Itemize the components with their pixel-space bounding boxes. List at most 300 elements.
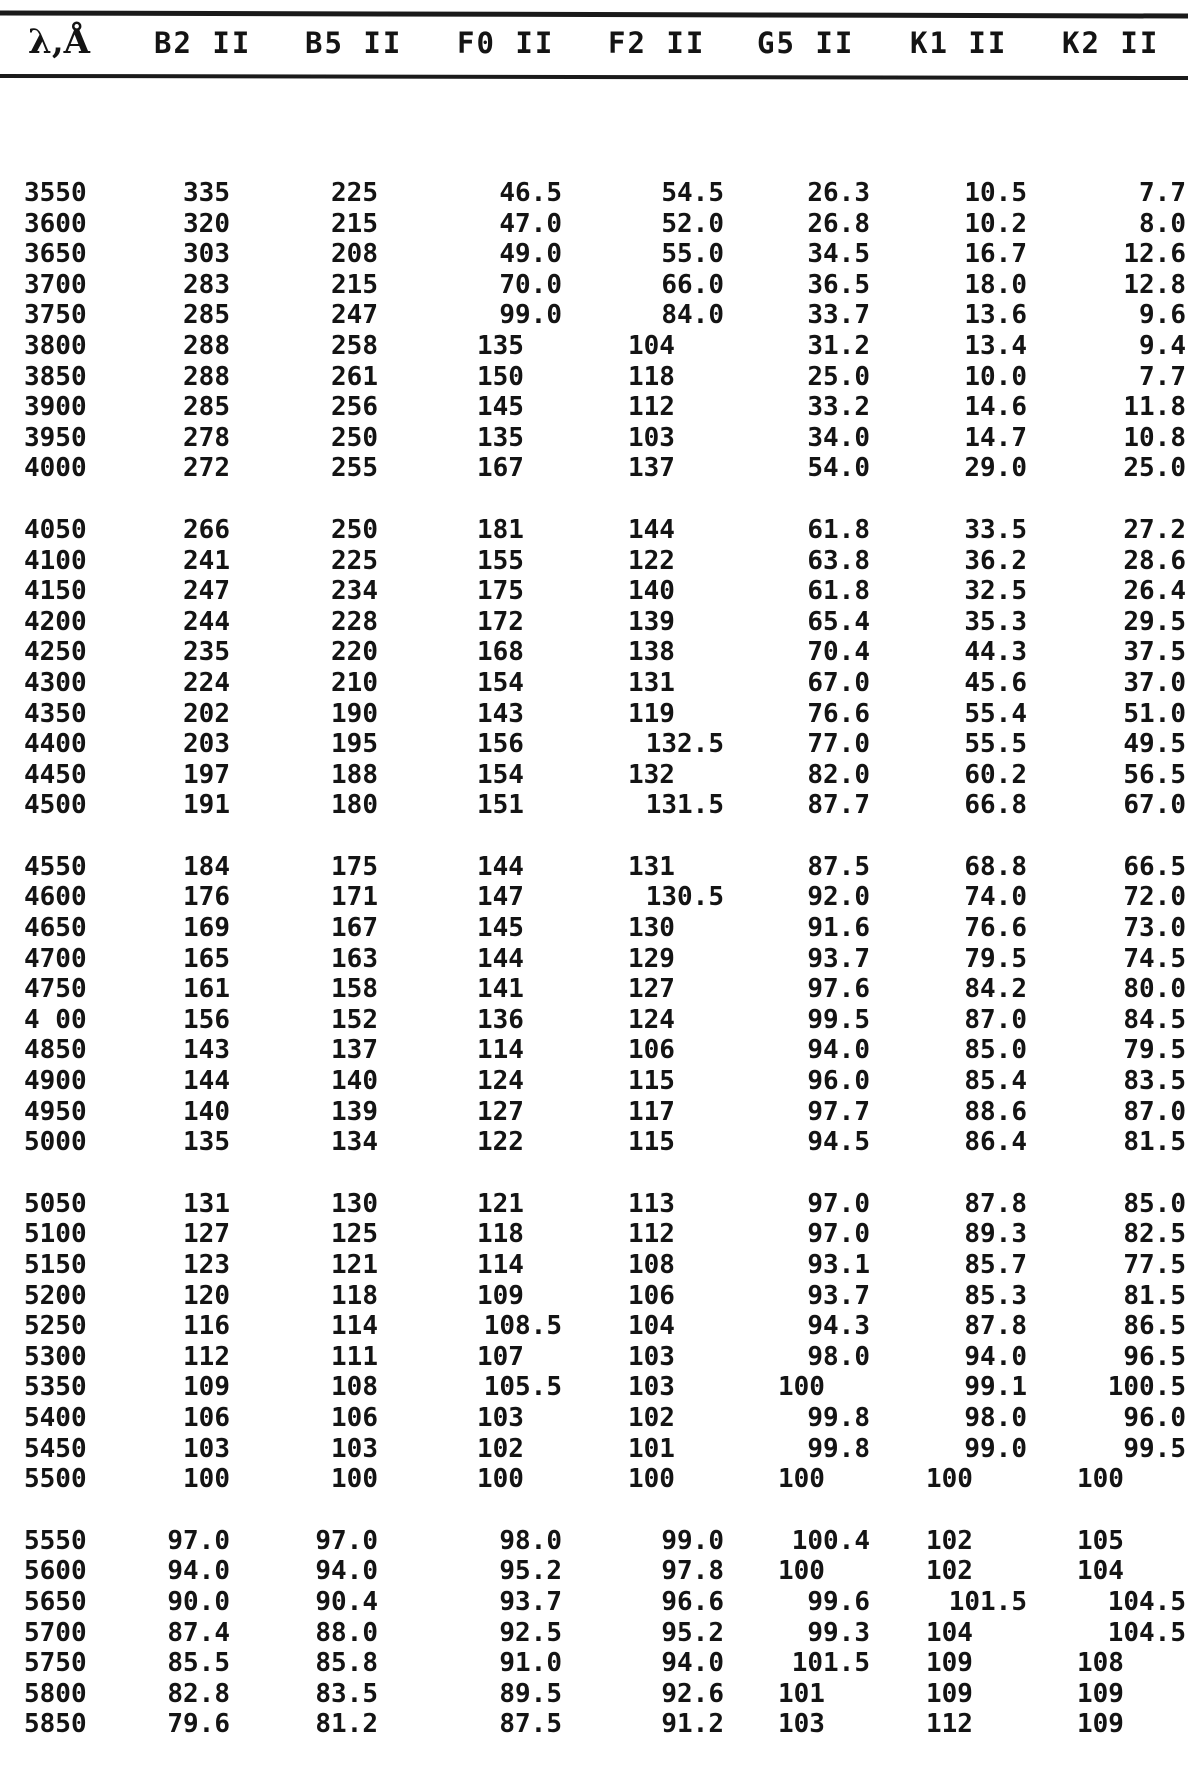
- cell-f2: 91.2: [661, 1709, 724, 1740]
- table-row: [0, 974, 1200, 1005]
- cell-g5: 77.0: [807, 729, 870, 760]
- table-row: [0, 1526, 1200, 1557]
- cell-g5: 36.5: [807, 269, 870, 300]
- cell-f0: 91.0: [499, 1648, 562, 1679]
- cell-f2: 106: [628, 1280, 675, 1311]
- cell-f0: 98.0: [499, 1525, 562, 1556]
- table-row: [0, 453, 1200, 484]
- cell-k2: 56.5: [1123, 759, 1186, 790]
- cell-k2: 73.0: [1123, 913, 1186, 944]
- table-row: [0, 882, 1200, 913]
- cell-b2: 82.8: [167, 1678, 230, 1709]
- cell-k1: 14.7: [964, 422, 1027, 453]
- cell-g5: 99.8: [807, 1402, 870, 1433]
- cell-f2: 66.0: [661, 269, 724, 300]
- table-row: [0, 209, 1200, 240]
- cell-f2: 118: [628, 361, 675, 392]
- cell-b2: 320: [183, 208, 230, 239]
- table-row: [0, 1556, 1200, 1587]
- cell-k1: 29.0: [964, 453, 1027, 484]
- cell-k2: 74.5: [1123, 943, 1186, 974]
- cell-b5: 256: [331, 392, 378, 423]
- cell-k1: 32.5: [964, 576, 1027, 607]
- cell-b2: 100: [183, 1464, 230, 1495]
- cell-wavelength: 4250: [24, 637, 87, 668]
- cell-f0: 92.5: [499, 1617, 562, 1648]
- cell-k1: 36.2: [964, 545, 1027, 576]
- cell-b5: 134: [331, 1127, 378, 1158]
- cell-wavelength: 5600: [24, 1556, 87, 1587]
- cell-g5: 26.3: [807, 178, 870, 208]
- cell-b5: 111: [331, 1341, 378, 1372]
- cell-f2: 108: [628, 1250, 675, 1280]
- cell-g5: 94.5: [807, 1127, 870, 1158]
- cell-b2: 203: [183, 729, 230, 760]
- cell-f2: 99.0: [661, 1525, 724, 1556]
- cell-g5: 91.6: [807, 913, 870, 944]
- table-row: [0, 1311, 1200, 1342]
- cell-g5: 99.3: [807, 1617, 870, 1648]
- cell-b5: 190: [331, 698, 378, 729]
- cell-b2: 303: [183, 239, 230, 270]
- header-wavelength: λ,Å: [28, 22, 91, 62]
- cell-k2: 7.7: [1139, 361, 1186, 392]
- cell-b5: 125: [331, 1219, 378, 1250]
- cell-f2: 112: [628, 1219, 675, 1250]
- cell-f0: 122: [477, 1127, 524, 1158]
- table-row: [0, 1464, 1200, 1495]
- cell-f2: 139: [628, 606, 675, 637]
- cell-g5: 34.0: [807, 422, 870, 453]
- cell-f0: 155: [477, 545, 524, 576]
- cell-wavelength: 5550: [24, 1525, 87, 1556]
- table-body: [0, 178, 1200, 1771]
- cell-k2: 29.5: [1123, 606, 1186, 637]
- table-top-rule: [0, 10, 1188, 18]
- table-row: [0, 1648, 1200, 1679]
- cell-g5: 99.5: [807, 1004, 870, 1035]
- cell-wavelength: 5250: [24, 1311, 87, 1342]
- cell-f2: 55.0: [661, 239, 724, 270]
- table-row: [0, 362, 1200, 393]
- cell-b5: 88.0: [315, 1617, 378, 1648]
- cell-wavelength: 4500: [24, 790, 87, 821]
- cell-wavelength: 4050: [24, 514, 87, 545]
- row-group: [0, 1189, 1200, 1495]
- cell-b5: 114: [331, 1311, 378, 1342]
- cell-b2: 85.5: [167, 1648, 230, 1679]
- cell-g5: 26.8: [807, 208, 870, 239]
- cell-g5: 97.0: [807, 1188, 870, 1219]
- cell-k2: 37.0: [1123, 667, 1186, 698]
- cell-k2: 11.8: [1123, 392, 1186, 423]
- cell-f2: 129: [628, 943, 675, 974]
- cell-f2: 130: [628, 913, 675, 944]
- cell-wavelength: 5750: [24, 1648, 87, 1679]
- cell-f0: 135: [477, 330, 524, 361]
- cell-wavelength: 3700: [24, 269, 87, 300]
- cell-b5: 158: [331, 974, 378, 1005]
- cell-k2: 7.7: [1139, 178, 1186, 208]
- cell-g5: 87.5: [807, 851, 870, 882]
- cell-b2: 143: [183, 1035, 230, 1066]
- cell-g5: 63.8: [807, 545, 870, 576]
- cell-f2: 119: [628, 698, 675, 729]
- cell-f0: 102: [477, 1433, 524, 1464]
- cell-k2: 104.5: [1107, 1586, 1186, 1617]
- cell-f2: 124: [628, 1004, 675, 1035]
- cell-wavelength: 5150: [24, 1250, 87, 1280]
- cell-b2: 131: [183, 1188, 230, 1219]
- cell-b5: 195: [331, 729, 378, 760]
- cell-f2: 132: [628, 759, 675, 790]
- cell-k1: 102: [926, 1556, 973, 1587]
- cell-f0: 156: [477, 729, 524, 760]
- cell-b2: 283: [183, 269, 230, 300]
- cell-wavelength: 5000: [24, 1127, 87, 1158]
- cell-k1: 109: [926, 1648, 973, 1679]
- cell-f2: 131: [628, 851, 675, 882]
- cell-b2: 266: [183, 514, 230, 545]
- cell-k1: 85.7: [964, 1250, 1027, 1280]
- cell-f0: 168: [477, 637, 524, 668]
- cell-f0: 154: [477, 667, 524, 698]
- cell-f2: 102: [628, 1402, 675, 1433]
- cell-f0: 114: [477, 1035, 524, 1066]
- cell-wavelength: 5100: [24, 1219, 87, 1250]
- cell-f0: 175: [477, 576, 524, 607]
- cell-k1: 10.2: [964, 208, 1027, 239]
- header-b2: B2 II: [154, 26, 252, 60]
- cell-g5: 97.0: [807, 1219, 870, 1250]
- cell-wavelength: 4350: [24, 698, 87, 729]
- table-row: [0, 699, 1200, 730]
- cell-g5: 93.7: [807, 1280, 870, 1311]
- cell-k1: 84.2: [964, 974, 1027, 1005]
- cell-wavelength: 4550: [24, 851, 87, 882]
- cell-b5: 210: [331, 667, 378, 698]
- cell-b5: 118: [331, 1280, 378, 1311]
- cell-wavelength: 4300: [24, 667, 87, 698]
- cell-k1: 10.5: [964, 178, 1027, 208]
- cell-k2: 105: [1077, 1525, 1124, 1556]
- cell-k2: 81.5: [1123, 1127, 1186, 1158]
- cell-k2: 100: [1077, 1464, 1124, 1495]
- cell-f2: 127: [628, 974, 675, 1005]
- row-group: [0, 178, 1200, 484]
- cell-wavelength: 4650: [24, 913, 87, 944]
- cell-g5: 101.5: [791, 1648, 870, 1679]
- cell-b5: 94.0: [315, 1556, 378, 1587]
- table-row: [0, 423, 1200, 454]
- table-row: [0, 852, 1200, 883]
- cell-b2: 184: [183, 851, 230, 882]
- cell-f2: 95.2: [661, 1617, 724, 1648]
- cell-k1: 45.6: [964, 667, 1027, 698]
- cell-k1: 109: [926, 1678, 973, 1709]
- cell-k1: 85.3: [964, 1280, 1027, 1311]
- row-group: [0, 1526, 1200, 1740]
- cell-wavelength: 4450: [24, 759, 87, 790]
- cell-b2: 90.0: [167, 1586, 230, 1617]
- cell-wavelength: 5400: [24, 1402, 87, 1433]
- cell-k1: 87.8: [964, 1188, 1027, 1219]
- cell-g5: 94.3: [807, 1311, 870, 1342]
- cell-k1: 74.0: [964, 882, 1027, 913]
- cell-b2: 224: [183, 667, 230, 698]
- cell-k1: 99.0: [964, 1433, 1027, 1464]
- cell-wavelength: 3550: [24, 178, 87, 208]
- cell-k1: 100: [926, 1464, 973, 1495]
- cell-f2: 130.5: [645, 882, 724, 913]
- cell-k1: 66.8: [964, 790, 1027, 821]
- table-row: [0, 1679, 1200, 1710]
- header-k2: K2 II: [1062, 26, 1160, 60]
- cell-b2: 161: [183, 974, 230, 1005]
- table-row: [0, 515, 1200, 546]
- cell-g5: 100.4: [791, 1525, 870, 1556]
- cell-b5: 152: [331, 1004, 378, 1035]
- header-k1: K1 II: [910, 26, 1008, 60]
- cell-f2: 94.0: [661, 1648, 724, 1679]
- table-row: [0, 1189, 1200, 1220]
- cell-k2: 9.4: [1139, 330, 1186, 361]
- cell-f2: 84.0: [661, 300, 724, 331]
- cell-k1: 16.7: [964, 239, 1027, 270]
- cell-g5: 65.4: [807, 606, 870, 637]
- table-row: [0, 239, 1200, 270]
- table-row: [0, 1035, 1200, 1066]
- cell-wavelength: 5200: [24, 1280, 87, 1311]
- cell-k2: 66.5: [1123, 851, 1186, 882]
- cell-f2: 131.5: [645, 790, 724, 821]
- table-row: [0, 1587, 1200, 1618]
- cell-f0: 144: [477, 943, 524, 974]
- cell-b5: 90.4: [315, 1586, 378, 1617]
- cell-f2: 106: [628, 1035, 675, 1066]
- cell-b5: 255: [331, 453, 378, 484]
- cell-b5: 258: [331, 330, 378, 361]
- cell-k1: 33.5: [964, 514, 1027, 545]
- cell-k1: 55.4: [964, 698, 1027, 729]
- cell-b5: 81.2: [315, 1709, 378, 1740]
- cell-b2: 288: [183, 330, 230, 361]
- cell-b5: 215: [331, 269, 378, 300]
- cell-g5: 76.6: [807, 698, 870, 729]
- cell-b2: 285: [183, 300, 230, 331]
- cell-b2: 144: [183, 1066, 230, 1097]
- cell-wavelength: 5800: [24, 1678, 87, 1709]
- cell-f0: 147: [477, 882, 524, 913]
- cell-k1: 13.6: [964, 300, 1027, 331]
- cell-wavelength: 3800: [24, 330, 87, 361]
- cell-k1: 10.0: [964, 361, 1027, 392]
- cell-b5: 83.5: [315, 1678, 378, 1709]
- cell-b5: 108: [331, 1372, 378, 1403]
- cell-wavelength: 4 00: [24, 1004, 87, 1035]
- cell-wavelength: 5500: [24, 1464, 87, 1495]
- cell-g5: 99.6: [807, 1586, 870, 1617]
- cell-f2: 52.0: [661, 208, 724, 239]
- cell-b2: 140: [183, 1096, 230, 1127]
- cell-f0: 114: [477, 1250, 524, 1280]
- cell-b5: 188: [331, 759, 378, 790]
- cell-k2: 79.5: [1123, 1035, 1186, 1066]
- cell-b2: 109: [183, 1372, 230, 1403]
- cell-k2: 96.0: [1123, 1402, 1186, 1433]
- cell-k2: 12.8: [1123, 269, 1186, 300]
- cell-f2: 113: [628, 1188, 675, 1219]
- cell-k2: 87.0: [1123, 1096, 1186, 1127]
- cell-k1: 87.0: [964, 1004, 1027, 1035]
- cell-g5: 87.7: [807, 790, 870, 821]
- cell-wavelength: 4850: [24, 1035, 87, 1066]
- cell-f0: 181: [477, 514, 524, 545]
- cell-f0: 150: [477, 361, 524, 392]
- cell-f0: 167: [477, 453, 524, 484]
- cell-f0: 124: [477, 1066, 524, 1097]
- cell-b5: 140: [331, 1066, 378, 1097]
- cell-f2: 132.5: [645, 729, 724, 760]
- cell-b2: 288: [183, 361, 230, 392]
- cell-f0: 108.5: [483, 1311, 562, 1342]
- table-header-row: [0, 20, 1200, 70]
- cell-b5: 106: [331, 1402, 378, 1433]
- cell-k1: 14.6: [964, 392, 1027, 423]
- cell-b5: 215: [331, 208, 378, 239]
- cell-b5: 247: [331, 300, 378, 331]
- cell-b2: 94.0: [167, 1556, 230, 1587]
- cell-f0: 109: [477, 1280, 524, 1311]
- cell-f0: 49.0: [499, 239, 562, 270]
- cell-k2: 100.5: [1107, 1372, 1186, 1403]
- cell-g5: 54.0: [807, 453, 870, 484]
- cell-b2: 247: [183, 576, 230, 607]
- cell-f0: 143: [477, 698, 524, 729]
- cell-b5: 234: [331, 576, 378, 607]
- cell-f0: 70.0: [499, 269, 562, 300]
- row-group: [0, 852, 1200, 1158]
- cell-b5: 130: [331, 1188, 378, 1219]
- header-b5: B5 II: [305, 26, 403, 60]
- cell-g5: 98.0: [807, 1341, 870, 1372]
- cell-wavelength: 5300: [24, 1341, 87, 1372]
- cell-k2: 67.0: [1123, 790, 1186, 821]
- cell-b5: 220: [331, 637, 378, 668]
- cell-f0: 145: [477, 913, 524, 944]
- cell-f0: 141: [477, 974, 524, 1005]
- cell-f0: 100: [477, 1464, 524, 1495]
- header-f2: F2 II: [608, 26, 706, 60]
- cell-b2: 176: [183, 882, 230, 913]
- cell-f2: 103: [628, 1372, 675, 1403]
- cell-b5: 137: [331, 1035, 378, 1066]
- cell-k1: 85.4: [964, 1066, 1027, 1097]
- cell-f2: 137: [628, 453, 675, 484]
- table-row: [0, 1127, 1200, 1158]
- cell-f0: 145: [477, 392, 524, 423]
- cell-k1: 44.3: [964, 637, 1027, 668]
- cell-b5: 175: [331, 851, 378, 882]
- cell-wavelength: 3850: [24, 361, 87, 392]
- cell-g5: 100: [778, 1372, 825, 1403]
- cell-f0: 107: [477, 1341, 524, 1372]
- cell-g5: 100: [778, 1464, 825, 1495]
- table-row: [0, 760, 1200, 791]
- cell-b2: 106: [183, 1402, 230, 1433]
- cell-b2: 127: [183, 1219, 230, 1250]
- cell-f2: 103: [628, 422, 675, 453]
- cell-f0: 154: [477, 759, 524, 790]
- cell-k2: 8.0: [1139, 208, 1186, 239]
- cell-k2: 104: [1077, 1556, 1124, 1587]
- cell-k1: 18.0: [964, 269, 1027, 300]
- cell-wavelength: 4900: [24, 1066, 87, 1097]
- cell-b2: 123: [183, 1250, 230, 1280]
- cell-k2: 108: [1077, 1648, 1124, 1679]
- cell-wavelength: 4700: [24, 943, 87, 974]
- cell-k1: 94.0: [964, 1341, 1027, 1372]
- cell-b5: 103: [331, 1433, 378, 1464]
- cell-k1: 87.8: [964, 1311, 1027, 1342]
- cell-b2: 112: [183, 1341, 230, 1372]
- table-row: [0, 1066, 1200, 1097]
- cell-k1: 98.0: [964, 1402, 1027, 1433]
- cell-f2: 131: [628, 667, 675, 698]
- cell-f2: 112: [628, 392, 675, 423]
- cell-g5: 101: [778, 1678, 825, 1709]
- table-row: [0, 668, 1200, 699]
- cell-wavelength: 3950: [24, 422, 87, 453]
- cell-k2: 26.4: [1123, 576, 1186, 607]
- table-row: [0, 913, 1200, 944]
- cell-f0: 172: [477, 606, 524, 637]
- cell-f0: 118: [477, 1219, 524, 1250]
- cell-k2: 96.5: [1123, 1341, 1186, 1372]
- table-row: [0, 331, 1200, 362]
- cell-k1: 101.5: [948, 1586, 1027, 1617]
- table-row: [0, 944, 1200, 975]
- cell-g5: 96.0: [807, 1066, 870, 1097]
- cell-wavelength: 5850: [24, 1709, 87, 1740]
- cell-f0: 89.5: [499, 1678, 562, 1709]
- cell-b2: 165: [183, 943, 230, 974]
- cell-k2: 10.8: [1123, 422, 1186, 453]
- cell-k1: 102: [926, 1525, 973, 1556]
- cell-k2: 81.5: [1123, 1280, 1186, 1311]
- cell-k1: 85.0: [964, 1035, 1027, 1066]
- table-row: [0, 178, 1200, 209]
- cell-k1: 60.2: [964, 759, 1027, 790]
- cell-k1: 13.4: [964, 330, 1027, 361]
- cell-wavelength: 5350: [24, 1372, 87, 1403]
- cell-f2: 54.5: [661, 178, 724, 208]
- cell-b2: 272: [183, 453, 230, 484]
- cell-g5: 97.6: [807, 974, 870, 1005]
- table-row: [0, 1403, 1200, 1434]
- cell-b5: 163: [331, 943, 378, 974]
- cell-k2: 85.0: [1123, 1188, 1186, 1219]
- cell-k1: 88.6: [964, 1096, 1027, 1127]
- table-row: [0, 1097, 1200, 1128]
- row-group: [0, 515, 1200, 821]
- cell-k2: 72.0: [1123, 882, 1186, 913]
- cell-b5: 139: [331, 1096, 378, 1127]
- cell-b2: 235: [183, 637, 230, 668]
- header-f0: F0 II: [457, 26, 555, 60]
- cell-k1: 79.5: [964, 943, 1027, 974]
- cell-f2: 115: [628, 1066, 675, 1097]
